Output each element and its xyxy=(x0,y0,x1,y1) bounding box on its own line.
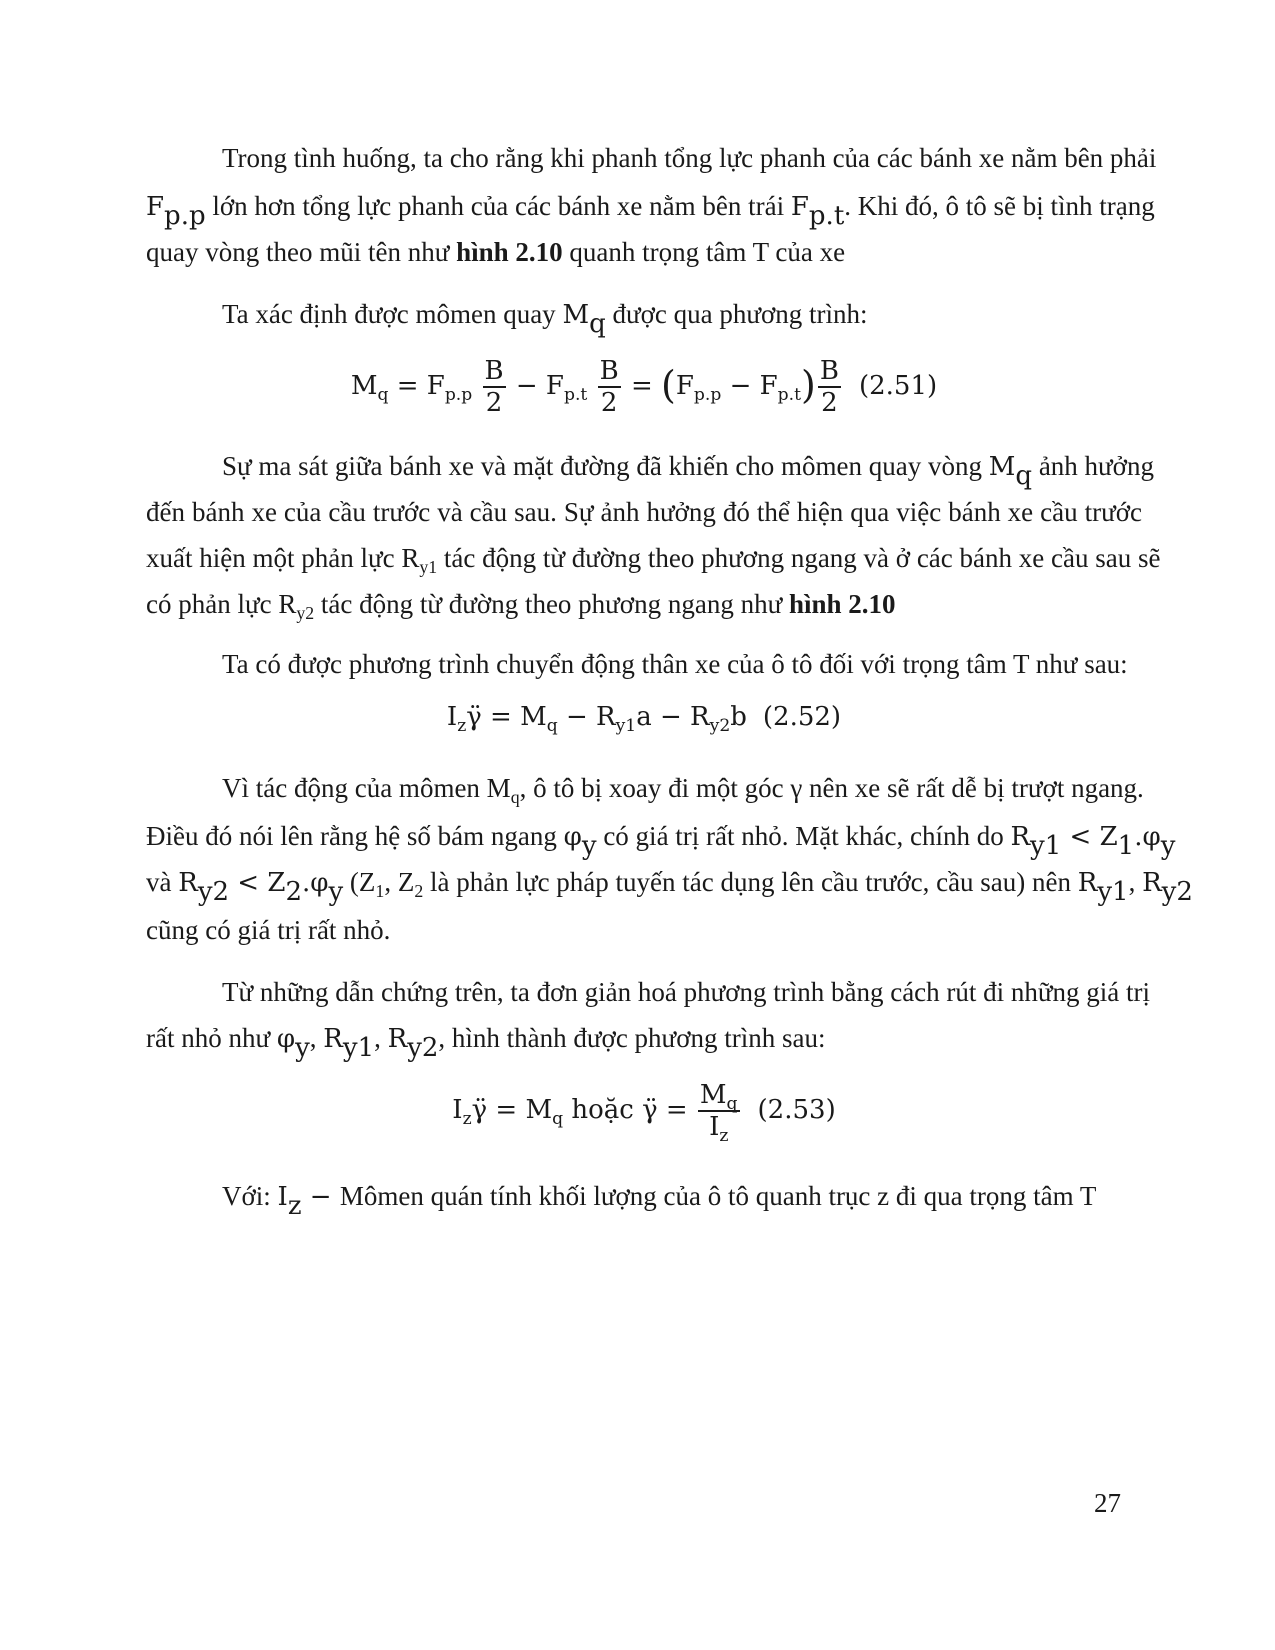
eq-term: − xyxy=(301,1182,340,1212)
paragraph-3-line-3 xyxy=(146,538,1161,578)
eq-term: − F xyxy=(721,371,778,401)
paragraph-5-line-4: cũng có giá trị rất nhỏ. xyxy=(146,915,391,945)
subscript: y2 xyxy=(296,603,315,624)
text-run: quanh trọng tâm T của xe xyxy=(562,237,846,267)
equation-number: (2.53) xyxy=(757,1095,836,1125)
subscript: 1 xyxy=(375,881,385,902)
equation-2-53 xyxy=(146,1080,1142,1146)
subscript: p.p xyxy=(164,201,206,232)
subscript: p.t xyxy=(808,201,845,232)
text-run: , xyxy=(309,1023,324,1053)
eq-term: − R xyxy=(557,702,616,732)
eq-term: γ̈ = M xyxy=(466,702,547,732)
text-run: xuất hiện một phản lực R xyxy=(146,543,420,573)
subscript: 2 xyxy=(285,877,302,908)
text-run: có phản lực R xyxy=(146,589,297,619)
text-run: Ta xác định được mômen quay xyxy=(222,299,563,329)
eq-term: M xyxy=(350,371,378,401)
eq-term: R xyxy=(323,1024,343,1054)
fraction-mq-over-iz xyxy=(698,1080,740,1146)
numerator: B xyxy=(599,356,619,386)
subscript: y xyxy=(295,1033,310,1064)
figure-reference: hình 2.10 xyxy=(788,589,896,619)
paragraph-3-line-2: đến bánh xe của cầu trước và cầu sau. Sự ảnh hưởng đó thể hiện qua việc bánh xe cầu trước xyxy=(146,497,1142,527)
text-run: Mômen quán tính khối lượng của ô tô quanh trục z đi qua trọng tâm T xyxy=(339,1181,1097,1211)
paragraph-5-line-2 xyxy=(146,816,1176,862)
text-run: Vì tác động của mômen M xyxy=(222,773,511,803)
eq-term: a − R xyxy=(636,702,710,732)
eq-term: .φ xyxy=(1134,822,1161,852)
text-run: và xyxy=(146,867,179,897)
paragraph-1-line-3 xyxy=(146,232,845,272)
text-run: . Khi đó, ô tô sẽ bị tình trạng xyxy=(844,191,1155,221)
denominator: 2 xyxy=(818,386,841,418)
eq-term: γ̈ = M xyxy=(471,1095,553,1125)
fraction-b-over-2 xyxy=(598,356,621,418)
denominator: 2 xyxy=(483,386,506,418)
subscript: q xyxy=(726,1094,738,1114)
eq-term: < Z xyxy=(229,868,286,898)
text-run: (Z xyxy=(343,867,376,897)
subscript: 2 xyxy=(414,881,424,902)
subscript: y1 xyxy=(1097,877,1129,908)
text-run: , xyxy=(374,1023,388,1053)
subscript: q xyxy=(377,385,389,405)
eq-term: = F xyxy=(388,371,445,401)
text-run: , xyxy=(1128,867,1143,897)
subscript: 1 xyxy=(1117,831,1135,862)
moment-symbol: M xyxy=(562,300,590,330)
subscript: y xyxy=(328,877,344,908)
text-run: là phản lực pháp tuyến tác dụng lên cầu trước, cầu sau) nên xyxy=(423,867,1078,897)
denominator: 2 xyxy=(598,386,621,418)
subscript: z xyxy=(457,716,467,736)
subscript: q xyxy=(552,1109,564,1129)
subscript: y2 xyxy=(197,877,230,908)
subscript: p.t xyxy=(563,385,588,405)
text-run: tác động từ đường theo phương ngang như xyxy=(314,589,789,619)
subscript: q xyxy=(1015,461,1033,492)
subscript: z xyxy=(287,1191,302,1222)
eq-term: I xyxy=(452,1095,463,1125)
eq-term: M xyxy=(699,1080,727,1110)
text-run: lớn hơn tổng lực phanh của các bánh xe nằm bên trái xyxy=(205,191,791,221)
eq-term: I xyxy=(277,1182,288,1212)
paragraph-4: Ta có được phương trình chuyển động thân xe của ô tô đối với trọng tâm T như sau: xyxy=(222,649,1128,679)
text-run: Với: xyxy=(222,1181,278,1211)
subscript: p.t xyxy=(777,385,802,405)
subscript: y2 xyxy=(709,716,731,736)
eq-term: < Z xyxy=(1061,822,1118,852)
subscript: z xyxy=(719,1126,729,1146)
page-number: 27 xyxy=(1094,1488,1121,1518)
phi-symbol: φ xyxy=(276,1024,296,1054)
text-run: , hình thành được phương trình sau: xyxy=(438,1023,826,1053)
right-paren: ) xyxy=(801,363,816,407)
subscript: y2 xyxy=(1161,877,1193,908)
subscript: q xyxy=(589,309,606,340)
paragraph-5-line-1 xyxy=(222,768,1142,808)
subscript: z xyxy=(462,1109,472,1129)
equation-number: (2.51) xyxy=(858,371,938,401)
eq-term: R xyxy=(178,868,198,898)
subscript: y1 xyxy=(615,716,637,736)
text-run: rất nhỏ như xyxy=(146,1023,277,1053)
subscript: q xyxy=(510,787,520,808)
eq-term: R xyxy=(1010,822,1031,852)
paragraph-3-line-4 xyxy=(146,584,896,624)
subscript: y xyxy=(581,831,597,862)
fraction-b-over-2 xyxy=(483,356,506,418)
text-run: , Z xyxy=(384,867,415,897)
subscript: y xyxy=(1160,831,1176,862)
equation-2-52 xyxy=(146,702,1142,736)
equation-number: (2.52) xyxy=(762,702,842,732)
eq-term: hoặc γ̈ = xyxy=(563,1095,696,1125)
eq-term: R xyxy=(1077,868,1098,898)
numerator: B xyxy=(819,356,839,386)
text-run: Sự ma sát giữa bánh xe và mặt đường đã khiến cho mômen quay vòng xyxy=(222,451,989,481)
text-run: ảnh hưởng xyxy=(1032,451,1154,481)
paragraph-3-line-1 xyxy=(222,446,1154,492)
paragraph-6-line-1: Từ những dẫn chứng trên, ta đơn giản hoá phương trình bằng cách rút đi những giá trị xyxy=(222,977,1151,1007)
paragraph-2 xyxy=(222,294,868,340)
text-run: quay vòng theo mũi tên như xyxy=(146,237,457,267)
subscript: p.p xyxy=(693,385,722,405)
eq-term: b xyxy=(730,702,747,732)
text-run: Điều đó nói lên rằng hệ số bám ngang xyxy=(146,821,564,851)
text-run: được qua phương trình: xyxy=(605,299,868,329)
subscript: q xyxy=(546,716,558,736)
left-paren: ( xyxy=(661,363,676,407)
numerator: B xyxy=(484,356,504,386)
eq-term: I xyxy=(709,1112,720,1142)
figure-reference: hình 2.10 xyxy=(456,237,563,267)
subscript: y1 xyxy=(342,1033,375,1064)
moment-symbol: M xyxy=(988,452,1016,482)
fraction-b-over-2 xyxy=(818,356,841,418)
eq-term: F xyxy=(675,371,694,401)
eq-term: .φ xyxy=(301,868,329,898)
subscript: y1 xyxy=(419,557,438,578)
paragraph-1-line-2 xyxy=(146,186,1155,232)
eq-term: − F xyxy=(507,371,564,401)
phi-symbol: φ xyxy=(563,822,582,852)
text-run: tác động từ đường theo phương ngang và ở các bánh xe cầu sau sẽ xyxy=(437,543,1161,573)
eq-term: R xyxy=(1142,868,1162,898)
denominator xyxy=(698,1110,740,1146)
paragraph-5-line-3 xyxy=(146,862,1193,908)
subscript: y1 xyxy=(1030,831,1062,862)
eq-term: I xyxy=(446,702,458,732)
eq-term: R xyxy=(387,1024,408,1054)
numerator xyxy=(698,1080,740,1114)
paragraph-1-line-1: Trong tình huống, ta cho rằng khi phanh tổng lực phanh của các bánh xe nằm bên phải xyxy=(222,143,1157,173)
equation-2-51 xyxy=(146,356,1142,418)
paragraph-6-line-2 xyxy=(146,1018,826,1064)
force-symbol: F xyxy=(790,192,809,222)
text-run: , ô tô bị xoay đi một góc γ nên xe sẽ rất dễ bị trượt ngang. xyxy=(519,773,1144,803)
paragraph-7 xyxy=(222,1176,1097,1222)
subscript: y2 xyxy=(407,1033,439,1064)
eq-term: = xyxy=(622,371,662,401)
force-symbol: F xyxy=(146,192,165,222)
text-run: có giá trị rất nhỏ. Mặt khác, chính do xyxy=(596,821,1011,851)
subscript: p.p xyxy=(444,385,473,405)
